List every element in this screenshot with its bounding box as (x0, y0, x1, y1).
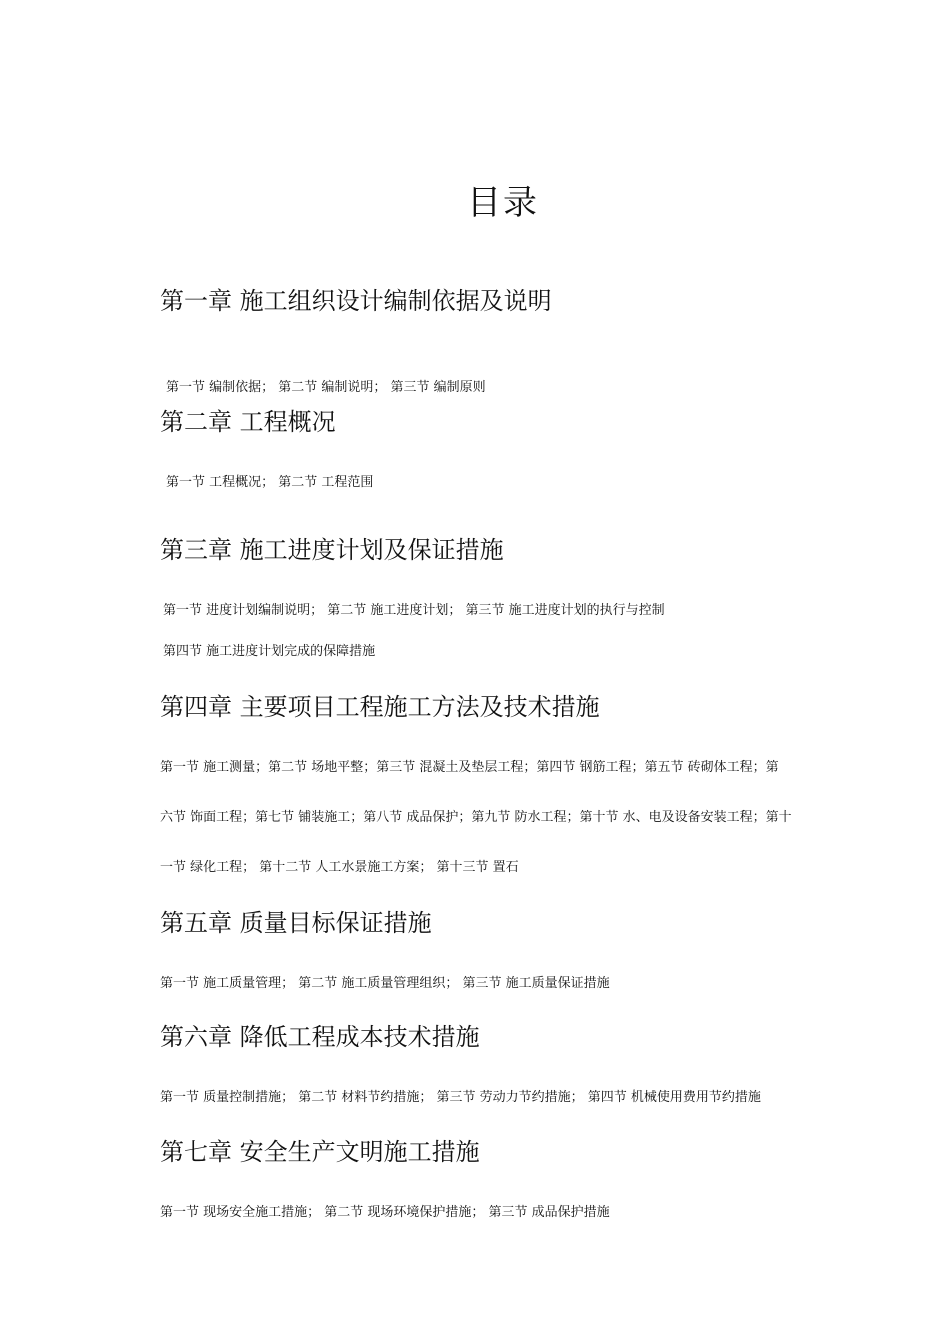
chapter-4-sections-line-1: 第一节 施工测量；第二节 场地平整；第三节 混凝土及垫层工程；第四节 钢筋工程；第五节 砖砌体工程；第 (160, 760, 779, 775)
chapter-5-heading: 第五章 质量目标保证措施 (160, 909, 432, 937)
chapter-3-heading: 第三章 施工进度计划及保证措施 (160, 536, 504, 564)
chapter-5-sections: 第一节 施工质量管理； 第二节 施工质量管理组织； 第三节 施工质量保证措施 (160, 976, 610, 991)
chapter-4-sections-line-3: 一节 绿化工程； 第十二节 人工水景施工方案； 第十三节 置石 (160, 860, 519, 875)
page-title: 目录 (467, 183, 539, 223)
chapter-3-sections-line-2: 第四节 施工进度计划完成的保障措施 (163, 644, 376, 659)
chapter-3-sections-line-1: 第一节 进度计划编制说明； 第二节 施工进度计划； 第三节 施工进度计划的执行与控制 (163, 603, 665, 618)
chapter-2-heading: 第二章 工程概况 (160, 408, 336, 436)
chapter-7-sections: 第一节 现场安全施工措施； 第二节 现场环境保护措施； 第三节 成品保护措施 (160, 1205, 610, 1220)
chapter-4-heading: 第四章 主要项目工程施工方法及技术措施 (160, 693, 600, 721)
chapter-2-sections: 第一节 工程概况； 第二节 工程范围 (166, 475, 374, 490)
chapter-1-sections: 第一节 编制依据； 第二节 编制说明； 第三节 编制原则 (166, 380, 486, 395)
chapter-7-heading: 第七章 安全生产文明施工措施 (160, 1138, 480, 1166)
chapter-6-heading: 第六章 降低工程成本技术措施 (160, 1023, 480, 1051)
chapter-1-heading: 第一章 施工组织设计编制依据及说明 (160, 287, 552, 315)
chapter-6-sections: 第一节 质量控制措施； 第二节 材料节约措施； 第三节 劳动力节约措施； 第四节 机械使用费用节约措施 (160, 1090, 761, 1105)
chapter-4-sections-line-2: 六节 饰面工程；第七节 铺装施工；第八节 成品保护；第九节 防水工程；第十节 水、电及设备安装工程；第十 (160, 810, 792, 825)
